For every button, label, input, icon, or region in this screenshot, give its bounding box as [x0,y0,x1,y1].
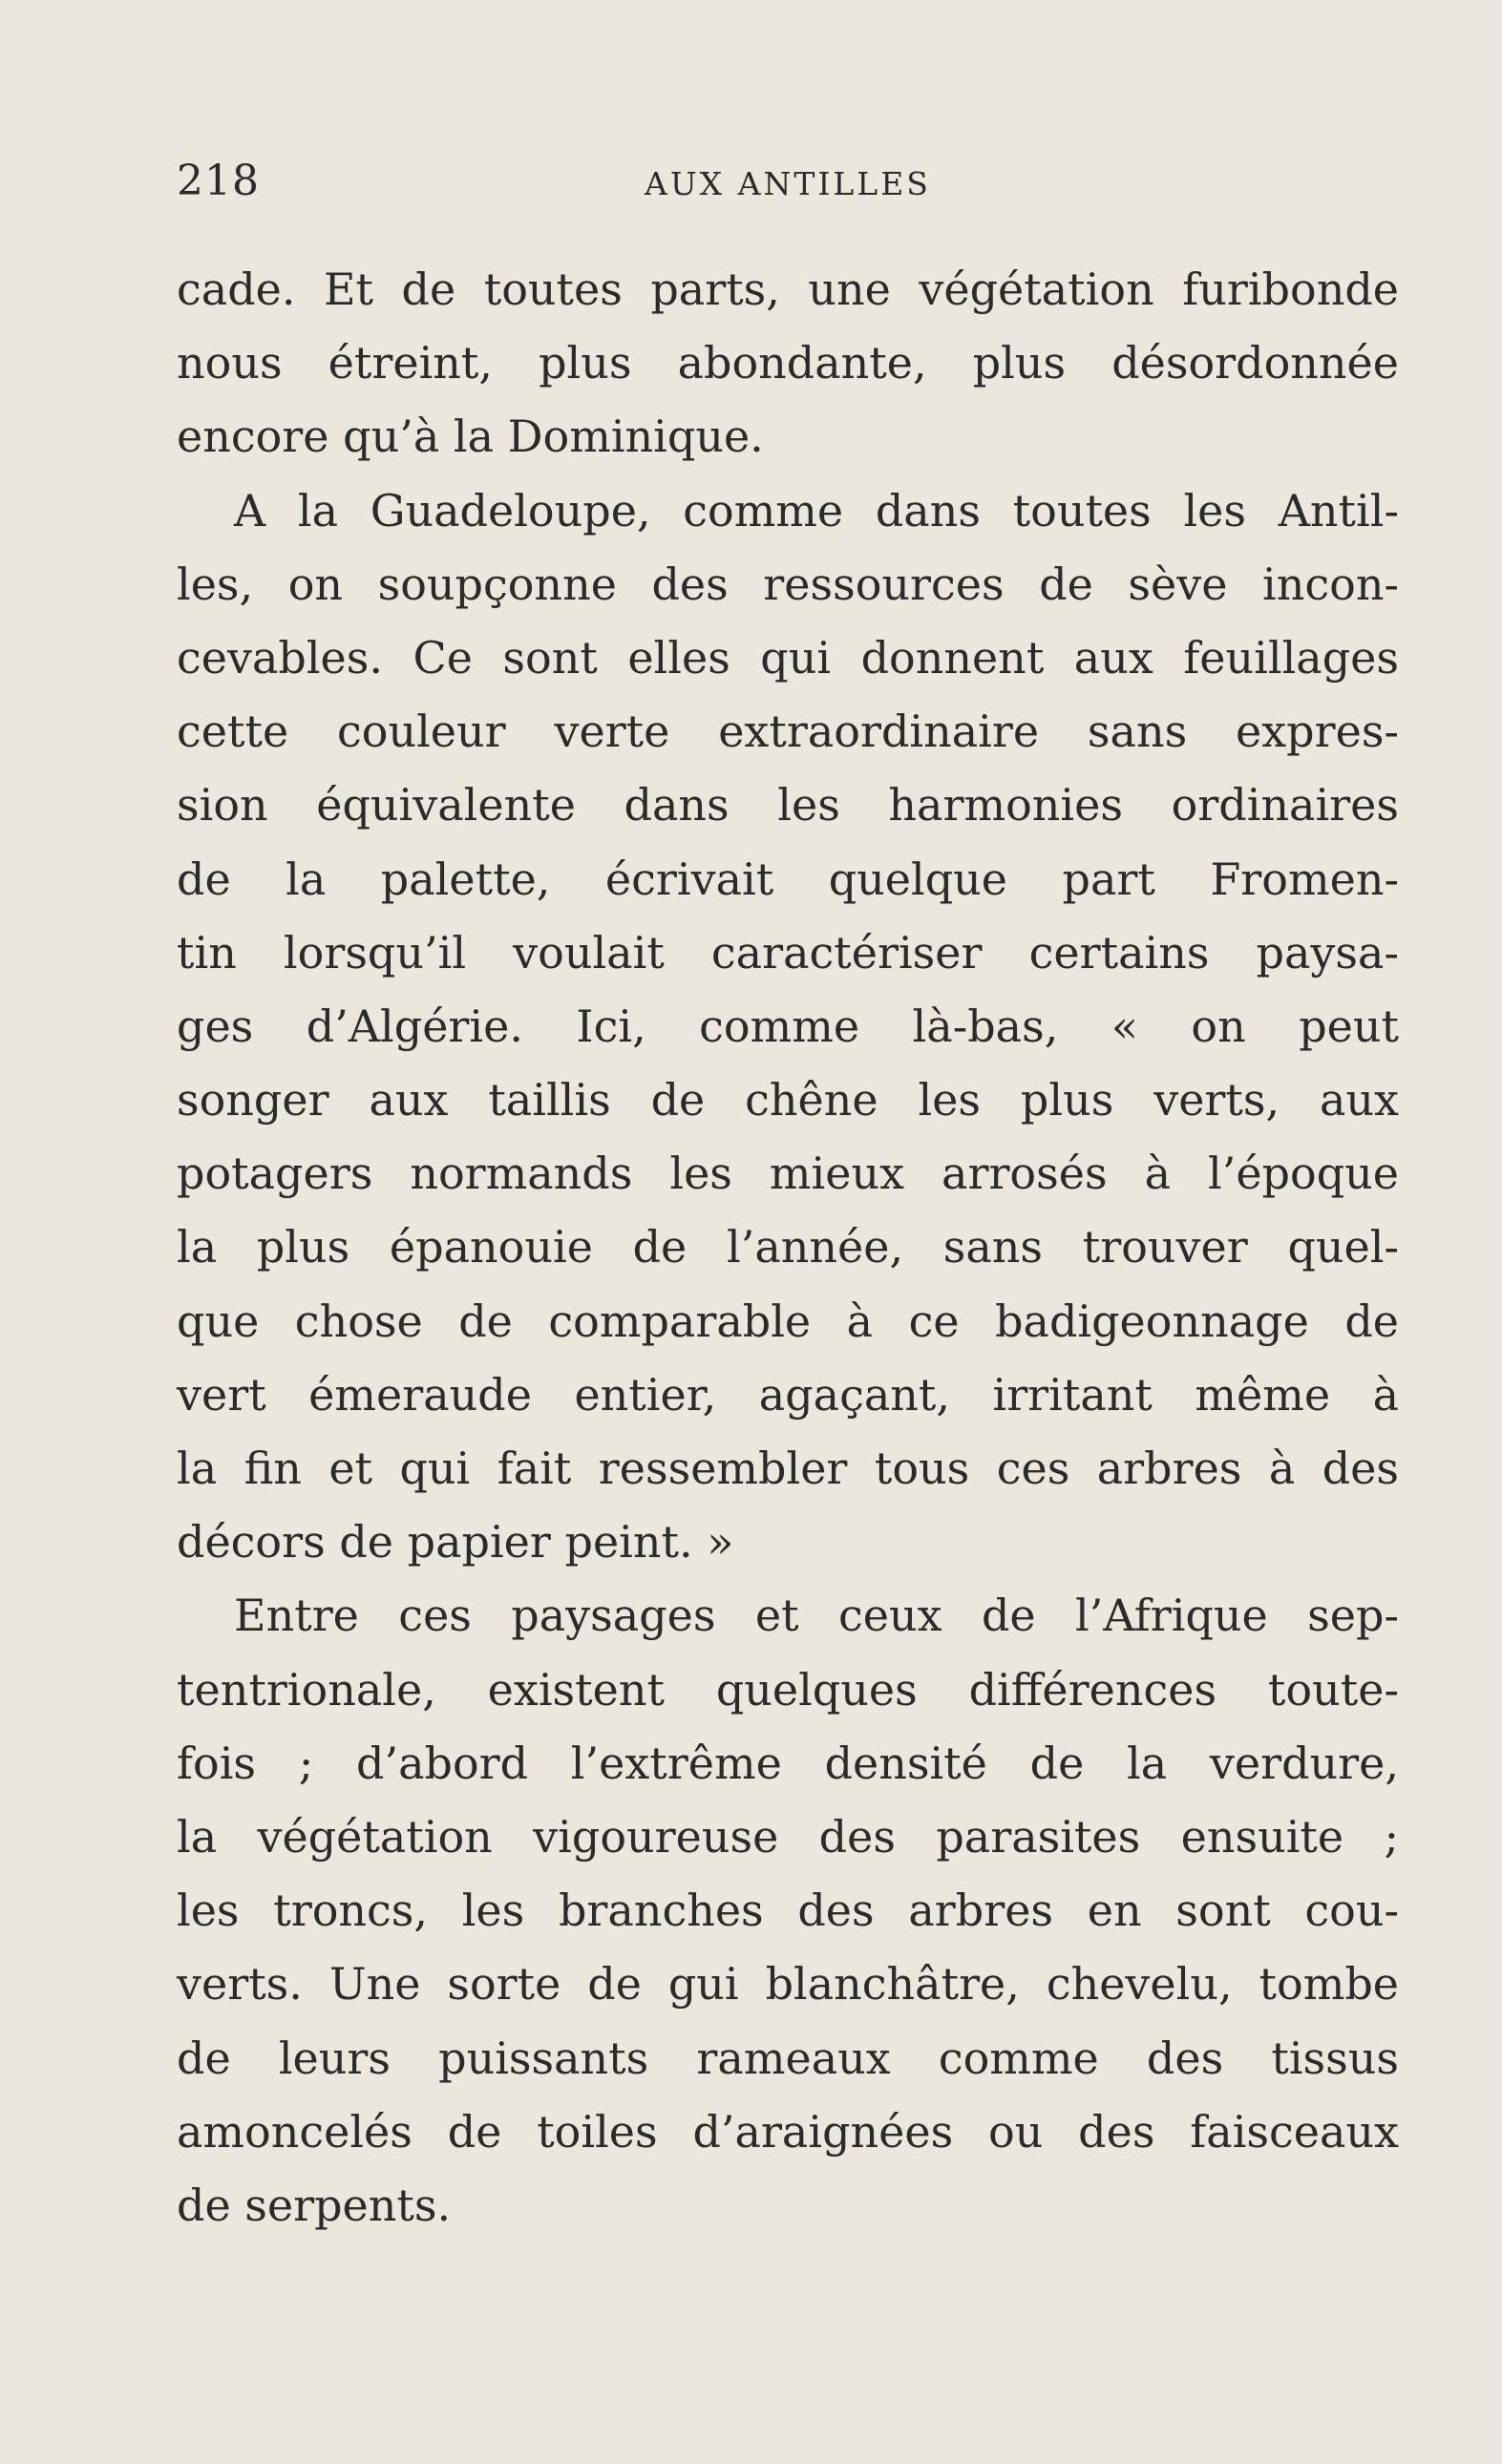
text-line: tin lorsqu’il voulait caractériser certains paysa- [177,926,1399,979]
body-text [177,253,1399,2243]
text-line: que chose de comparable à ce badigeonnage de [177,1295,1399,1347]
text-line: verts. Une sorte de gui blanchâtre, chevelu, tombe [177,1958,1399,2011]
text-line: tentrionale, existent quelques différences toute- [177,1663,1399,1716]
text-line: de serpents. [177,2179,452,2231]
text-line: les troncs, les branches des arbres en sont cou- [177,1885,1399,1937]
text-line: cette couleur verte extraordinaire sans expres- [177,706,1399,758]
text-line: songer aux taillis de chêne les plus verts, aux [177,1074,1399,1127]
text-line: ges d’Algérie. Ici, comme là-bas, « on peut [177,1000,1399,1052]
text-line: Entre ces paysages et ceux de l’Afrique sep- [234,1590,1399,1642]
running-head [177,153,1399,210]
text-line: de la palette, écrivait quelque part Fromen- [177,853,1399,905]
text-line: encore qu’à la Dominique. [177,411,764,463]
page-number: 218 [177,157,260,205]
text-line: sion équivalente dans les harmonies ordinaires [177,779,1399,832]
text-line: les, on soupçonne des ressources de sève incon- [177,558,1399,610]
text-line: A la Guadeloupe, comme dans toutes les Antil- [234,484,1399,537]
text-line: nous étreint, plus abondante, plus désordonnée [177,337,1399,390]
text-line: vert émeraude entier, agaçant, irritant même à [177,1368,1399,1421]
text-line: la plus épanouie de l’année, sans trouver quel- [177,1221,1399,1274]
text-line: potagers normands les mieux arrosés à l’époque [177,1148,1399,1200]
text-line: de leurs puissants rameaux comme des tissus [177,2032,1399,2084]
text-line: amoncelés de toiles d’araignées ou des faisceaux [177,2105,1399,2158]
text-line: décors de papier peint. » [177,1516,734,1569]
text-line: la fin et qui fait ressembler tous ces arbres à des [177,1443,1399,1494]
text-line: cevables. Ce sont elles qui donnent aux feuillages [177,631,1399,684]
running-title: AUX ANTILLES [645,165,931,202]
text-line: fois ; d’abord l’extrême densité de la verdure, [177,1737,1399,1789]
text-line: cade. Et de toutes parts, une végétation furibonde [177,263,1399,315]
text-line: la végétation vigoureuse des parasites ensuite ; [177,1810,1399,1863]
